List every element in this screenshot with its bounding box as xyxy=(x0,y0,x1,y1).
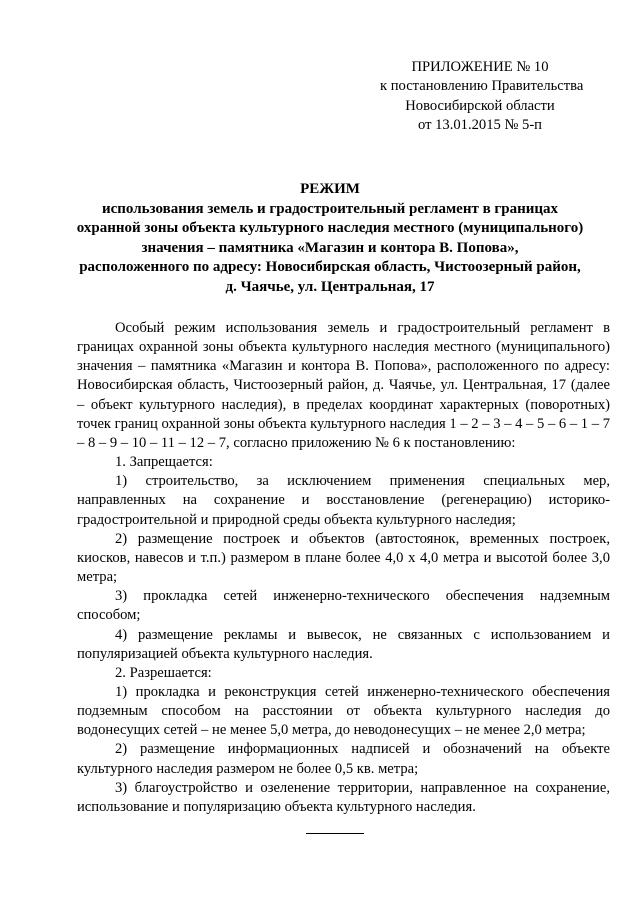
title-line: д. Чаячье, ул. Центральная, 17 xyxy=(225,278,435,295)
intro-paragraph: Особый режим использования земель и градостроительный регламент в границах охранной зоны объекта культурного наследия местного (муниципального) значения – памятника «Магазин и контора В. Попова», расположенного по адресу: Новосибирская область, Чистоозерный район, д. Чаячье, ул. Центральная, 17 (далее – объект культурного наследия), в пределах координат характерных (поворотных) точек границ охранной зоны объекта культурного наследия 1 – 2 – 3 – 4 – 5 – 6 – 1 – 7 – 8 – 9 – 10 – 11 – 12 – 7, согласно приложению № 6 к постановлению: xyxy=(77,320,610,451)
title-line: охранной зоны объекта культурного наследия местного (муниципального) xyxy=(76,220,584,237)
allowed-item: 1) прокладка и реконструкция сетей инженерно-технического обеспечения подземным способом на расстоянии от объекта культурного наследия до водонесущих сетей – не менее 5,0 метра, до неводонесущих – не менее 2,0 метра; xyxy=(77,683,610,739)
appendix-reference: к постановлению Правительства xyxy=(380,78,584,95)
title-line: расположенного по адресу: Новосибирская область, Чистоозерный район, xyxy=(79,259,581,276)
prohibited-item: 4) размещение рекламы и вывесок, не связанных с использованием и популяризацией объекта культурного наследия. xyxy=(77,626,610,662)
prohibited-item: 1) строительство, за исключением применения специальных мер, направленных на сохранение и восстановление (регенерацию) историко-градостроительной и природной среды объекта культурного наследия; xyxy=(77,473,610,528)
prohibited-item: 3) прокладка сетей инженерно-технического обеспечения надземным способом; xyxy=(77,588,610,624)
allowed-item: 2) размещение информационных надписей и обозначений на объекте культурного наследия размером не более 0,5 кв. метра; xyxy=(77,741,610,777)
appendix-header xyxy=(380,58,584,136)
title-line: использования земель и градостроительный регламент в границах xyxy=(101,200,559,217)
allowed-item: 3) благоустройство и озеленение территории, направленное на сохранение, использование и популяризацию объекта культурного наследия. xyxy=(77,779,610,815)
document-title xyxy=(60,180,600,298)
end-separator-line xyxy=(306,833,364,834)
document-body xyxy=(77,319,610,817)
prohibited-heading: 1. Запрещается: xyxy=(115,454,213,471)
appendix-number: ПРИЛОЖЕНИЕ № 10 xyxy=(411,59,549,75)
appendix-region: Новосибирской области xyxy=(405,97,555,114)
appendix-date: от 13.01.2015 № 5-п xyxy=(418,117,542,134)
title-heading: РЕЖИМ xyxy=(300,181,360,197)
title-line: значения – памятника «Магазин и контора В. Попова», xyxy=(141,239,519,256)
allowed-heading: 2. Разрешается: xyxy=(115,664,212,681)
prohibited-item: 2) размещение построек и объектов (автостоянок, временных построек, киосков, навесов и т.п.) размером в плане более 4,0 х 4,0 метра и высотой более 3,0 метра; xyxy=(77,530,610,586)
